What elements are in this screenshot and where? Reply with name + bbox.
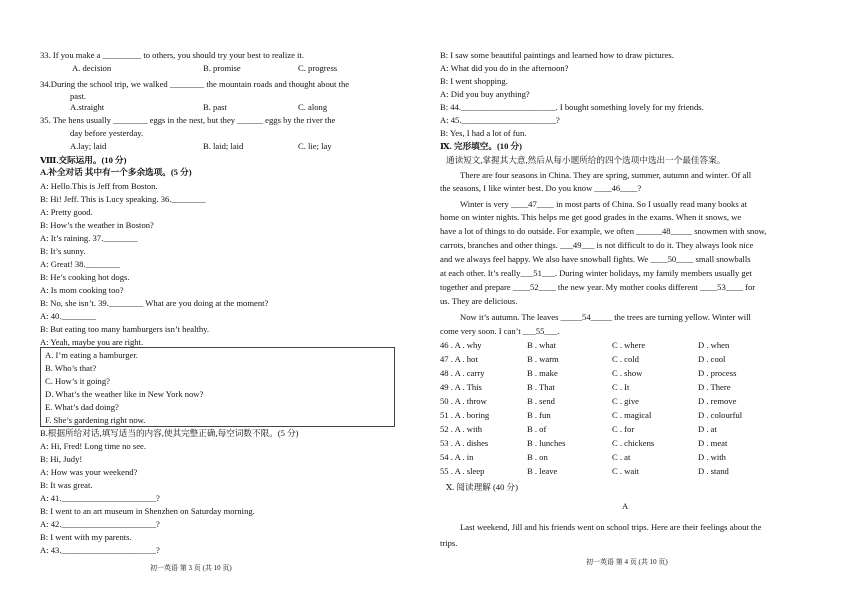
- dialog-b-line: A: 43.______________________?: [40, 545, 160, 555]
- dialog-b-cont-line: A: Did you buy anything?: [440, 89, 530, 99]
- box-option: B. Who’s that?: [45, 363, 97, 373]
- option-a: 46 . A . why: [440, 340, 482, 350]
- q35-option-a: A.lay; laid: [70, 141, 107, 151]
- box-option: A. I’m eating a hamburger.: [45, 350, 138, 360]
- option-b: B . make: [527, 368, 558, 378]
- q34-option-a: A.straight: [70, 102, 105, 112]
- dialog-a-line: A: Pretty good.: [40, 207, 93, 217]
- option-b: B . warm: [527, 354, 559, 364]
- option-c: C . wait: [612, 466, 639, 476]
- box-option: D. What’s the weather like in New York now?: [45, 389, 204, 399]
- passage-line: carrots, branches and other things. ___49___ is not difficult to do it. They always look nice: [440, 240, 754, 250]
- section-a-title: A.补全对话 其中有一个多余选项。(5 分): [40, 167, 192, 177]
- option-c: C . at: [612, 452, 631, 462]
- q34-stem: 34.During the school trip, we walked ________ the mountain roads and thought about the: [40, 79, 350, 89]
- dialog-b-cont-line: B: Yes, I had a lot of fun.: [440, 128, 527, 138]
- option-a: 55 . A . sleep: [440, 466, 485, 476]
- option-a: 48 . A . carry: [440, 368, 485, 378]
- option-d: D . remove: [698, 396, 737, 406]
- dialog-b-cont-line: A: What did you do in the afternoon?: [440, 63, 569, 73]
- dialog-a-line: B: But eating too many hamburgers isn’t healthy.: [40, 324, 210, 334]
- option-a: 49 . A . This: [440, 382, 482, 392]
- dialog-b-line: B: Hi, Judy!: [40, 454, 83, 464]
- option-a: 50 . A . throw: [440, 396, 487, 406]
- section-10-title: Ⅹ. 阅读理解 (40 分): [446, 482, 518, 492]
- box-option: C. How’s it going?: [45, 376, 110, 386]
- option-c: C . cold: [612, 354, 639, 364]
- option-d: D . with: [698, 452, 726, 462]
- dialog-b-line: A: Hi, Fred! Long time no see.: [40, 441, 146, 451]
- section-8-title: Ⅷ.交际运用。(10 分): [40, 155, 127, 165]
- passage-line: together and prepare ____52____ the new year. My mother cooks different ____53____ for: [440, 282, 756, 292]
- option-a: 47 . A . hot: [440, 354, 478, 364]
- dialog-b-cont-line: B: I went shopping.: [440, 76, 508, 86]
- option-b: B . lunches: [527, 438, 566, 448]
- cloze-instructions: 通读短文,掌握其大意,然后从每小题所给的四个选项中选出一个最佳答案。: [446, 155, 726, 165]
- dialog-b-line: B: I went with my parents.: [40, 532, 132, 542]
- dialog-a-line: B: He’s cooking hot dogs.: [40, 272, 130, 282]
- dialog-a-line: B: It’s sunny.: [40, 246, 86, 256]
- page-footer-left: 初一英语 第 3 页 (共 10 页): [150, 564, 232, 572]
- section-9-title: Ⅸ. 完形填空。(10 分): [440, 141, 523, 151]
- dialog-a-line: A: 40.________: [40, 311, 96, 321]
- passage-line: Winter is very ____47____ in most parts of China. So I usually read many books at: [460, 199, 748, 209]
- dialog-a-line: A: Great! 38.________: [40, 259, 120, 269]
- box-option: E. What’s dad doing?: [45, 402, 119, 412]
- option-d: D . at: [698, 424, 717, 434]
- dialog-a-line: A: It’s raining. 37.________: [40, 233, 138, 243]
- q35-option-c: C. lie; lay: [298, 141, 332, 151]
- dialog-b-line: B: I went to an art museum in Shenzhen on Saturday morning.: [40, 506, 255, 516]
- passage-line: come very soon. I can’t ___55___.: [440, 326, 560, 336]
- option-d: D . stand: [698, 466, 729, 476]
- option-b: B . of: [527, 424, 547, 434]
- q33-option-a: A. decision: [72, 63, 112, 73]
- option-a: 54 . A . in: [440, 452, 474, 462]
- passage-line: home on winter nights. This helps me get good grades in the exams. When it snows, we: [440, 212, 742, 222]
- option-d: D . process: [698, 368, 737, 378]
- dialog-a-line: A: Is mom cooking too?: [40, 285, 124, 295]
- option-d: D . when: [698, 340, 730, 350]
- dialog-b-line: B: It was great.: [40, 480, 93, 490]
- dialog-b-line: A: 41.______________________?: [40, 493, 160, 503]
- dialog-a-line: B: Hi! Jeff. This is Lucy speaking. 36.________: [40, 194, 206, 204]
- option-d: D . cool: [698, 354, 726, 364]
- q33-option-b: B. promise: [203, 63, 241, 73]
- option-a: 51 . A . boring: [440, 410, 490, 420]
- dialog-b-line: A: How was your weekend?: [40, 467, 138, 477]
- option-d: D . meat: [698, 438, 728, 448]
- dialog-b-cont-line: A: 45.______________________?: [440, 115, 560, 125]
- option-c: C . show: [612, 368, 643, 378]
- option-c: C . It: [612, 382, 630, 392]
- dialog-a-line: A: Hello.This is Jeff from Boston.: [40, 181, 158, 191]
- box-option: F. She’s gardening right now.: [45, 415, 146, 425]
- q34-stem-cont: past.: [70, 91, 86, 101]
- passage-line: at each other. It’s really___51___. During winter holidays, my family members usually get: [440, 268, 752, 278]
- passage-line: and we always feel happy. We also have snowball fights. We ____50____ small snowballs: [440, 254, 751, 264]
- dialog-b-cont-line: B: 44.______________________. I bought something lovely for my friends.: [440, 102, 704, 112]
- reading-intro-line: trips.: [440, 538, 458, 548]
- q34-option-c: C. along: [298, 102, 328, 112]
- q34-option-b: B. past: [203, 102, 227, 112]
- passage-line: the seasons, I like winter best. Do you know ____46____?: [440, 183, 642, 193]
- q35-stem-cont: day before yesterday.: [70, 128, 144, 138]
- option-b: B . on: [527, 452, 548, 462]
- passage-line: Now it’s autumn. The leaves _____54_____ the trees are turning yellow. Winter will: [460, 312, 751, 322]
- option-d: D . There: [698, 382, 731, 392]
- dialog-a-line: B: How’s the weather in Boston?: [40, 220, 154, 230]
- passage-line: us. They are delicious.: [440, 296, 518, 306]
- dialog-b-line: A: 42.______________________?: [40, 519, 160, 529]
- passage-line: have a lot of things to do outside. For example, we often ______48_____ snowmen with snow,: [440, 226, 767, 236]
- section-b-title: B.根据所给对话,填写适当的内容,使其完整正确,每空词数不限。(5 分): [40, 428, 299, 438]
- dialog-b-cont-line: B: I saw some beautiful paintings and learned how to draw pictures.: [440, 50, 674, 60]
- option-b: B . fun: [527, 410, 551, 420]
- option-b: B . That: [527, 382, 555, 392]
- option-c: C . give: [612, 396, 639, 406]
- option-b: B . send: [527, 396, 555, 406]
- reading-intro-line: Last weekend, Jill and his friends went on school trips. Here are their feelings about the: [460, 522, 762, 532]
- option-c: C . for: [612, 424, 635, 434]
- page-footer-right: 初一英语 第 4 页 (共 10 页): [586, 558, 668, 566]
- dialog-a-line: A: Yeah, maybe you are right.: [40, 337, 144, 347]
- dialog-a-line: B: No, she isn’t. 39.________ What are you doing at the moment?: [40, 298, 269, 308]
- option-b: B . leave: [527, 466, 558, 476]
- option-a: 53 . A . dishes: [440, 438, 489, 448]
- q33-option-c: C. progress: [298, 63, 338, 73]
- option-a: 52 . A . with: [440, 424, 483, 434]
- option-c: C . chickens: [612, 438, 655, 448]
- option-c: C . where: [612, 340, 646, 350]
- q33-stem: 33. If you make a _________ to others, you should try your best to realize it.: [40, 50, 304, 60]
- option-d: D . colourful: [698, 410, 743, 420]
- q35-option-b: B. laid; laid: [203, 141, 244, 151]
- q35-stem: 35. The hens usually ________ eggs in the nest, but they ______ eggs by the river the: [40, 115, 336, 125]
- passage-line: There are four seasons in China. They are spring, summer, autumn and winter. Of all: [460, 170, 752, 180]
- option-c: C . magical: [612, 410, 652, 420]
- option-b: B . what: [527, 340, 556, 350]
- options-box: [40, 347, 395, 427]
- passage-letter: A: [622, 501, 629, 511]
